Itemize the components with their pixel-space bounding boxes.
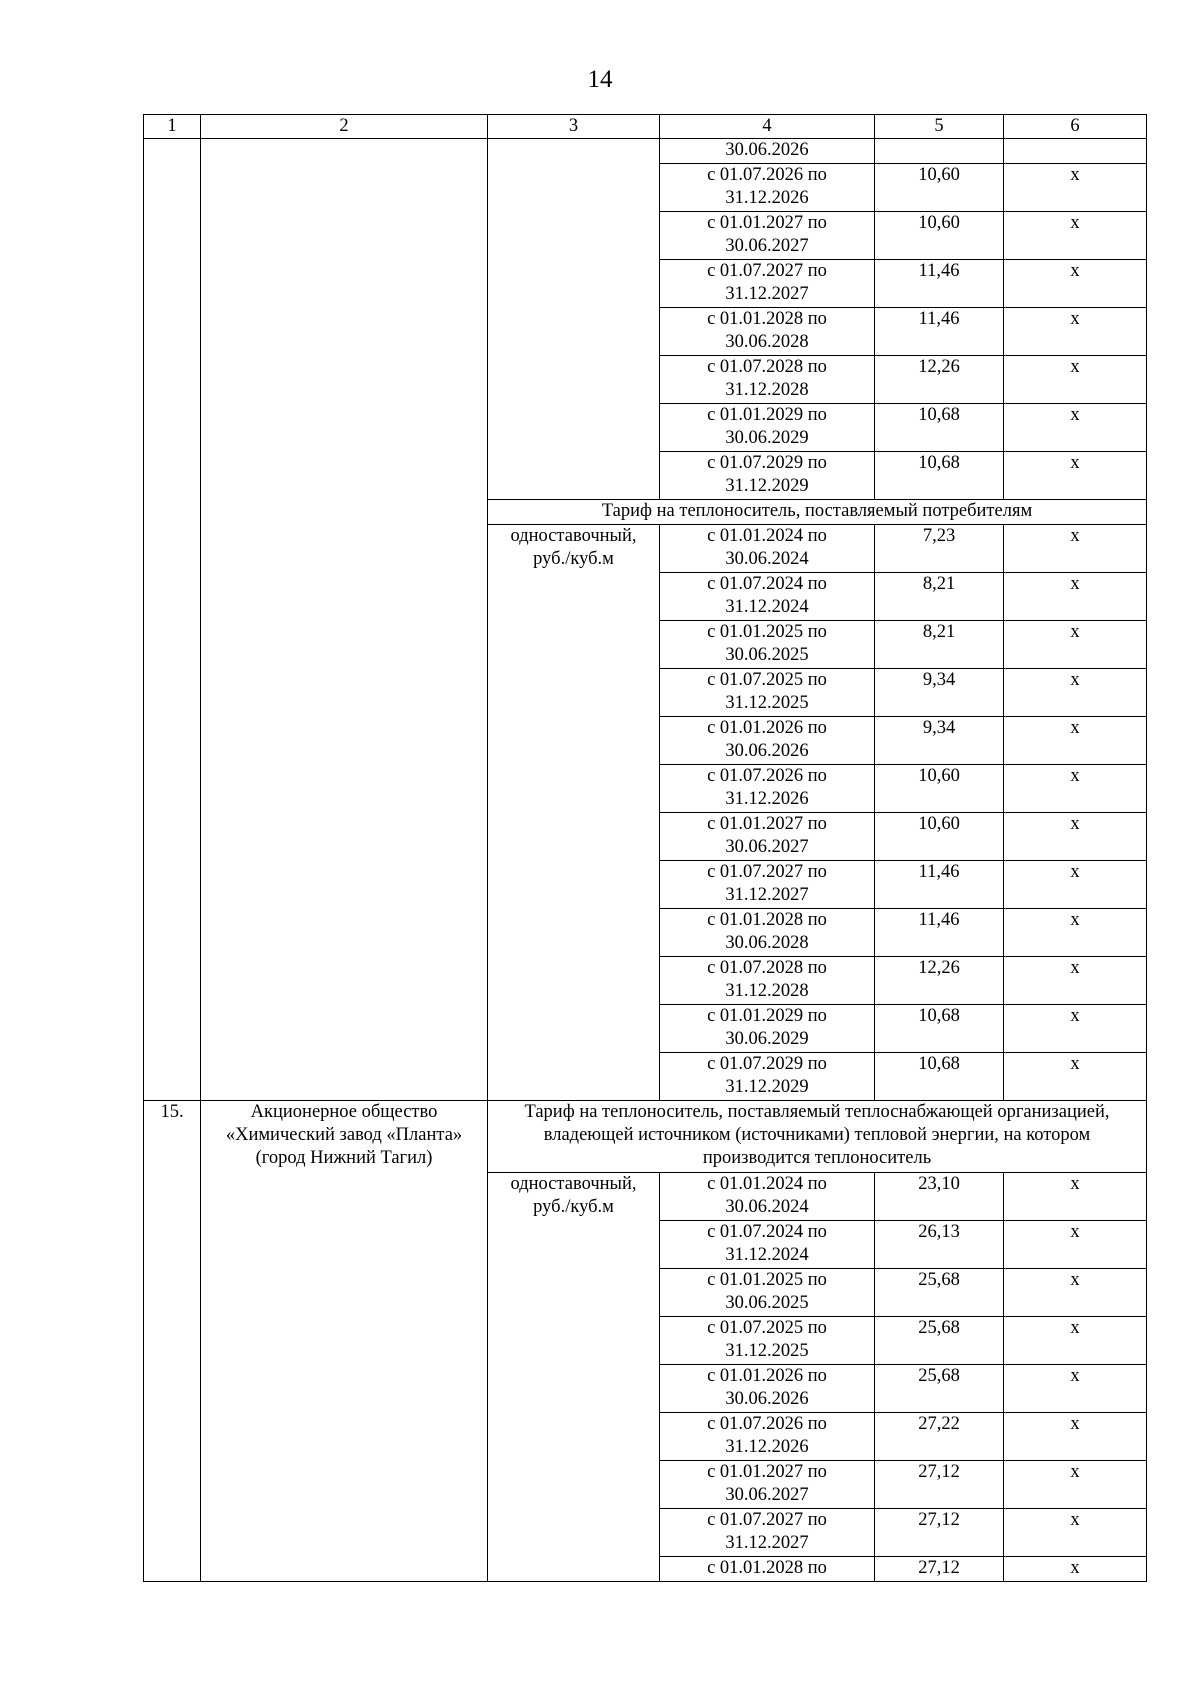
period-end: 31.12.2029	[725, 1077, 809, 1097]
tariff-value: 27,12	[875, 1509, 1004, 1557]
period-end: 30.06.2027	[725, 837, 809, 857]
tariff-value: 10,68	[875, 1053, 1004, 1101]
period-end: 30.06.2029	[725, 1029, 809, 1049]
tariff-value: 11,46	[875, 909, 1004, 957]
period-end: 31.12.2028	[725, 380, 809, 400]
period-cell	[660, 1461, 875, 1509]
tariff-value: 12,26	[875, 957, 1004, 1005]
tariff-value: 10,60	[875, 164, 1004, 212]
period-end: 30.06.2025	[725, 645, 809, 665]
tariff-mark: x	[1004, 260, 1147, 308]
period-start: с 01.07.2025 по	[707, 1318, 827, 1338]
period-cell	[660, 404, 875, 452]
period-end: 30.06.2025	[725, 1293, 809, 1313]
entry-number-cell	[144, 139, 201, 1101]
period-start: с 01.01.2029 по	[707, 1006, 827, 1026]
period-cell	[660, 1173, 875, 1221]
period-end: 30.06.2024	[725, 549, 809, 569]
tariff-value: 26,13	[875, 1221, 1004, 1269]
tariff-value: 27,22	[875, 1413, 1004, 1461]
period-start: с 01.07.2026 по	[707, 165, 827, 185]
period-end: 30.06.2027	[725, 236, 809, 256]
period-end: 31.12.2024	[725, 1245, 809, 1265]
period-end: 30.06.2026	[725, 1389, 809, 1409]
tariff-mark: x	[1004, 621, 1147, 669]
period-cell	[660, 1413, 875, 1461]
period-cell	[660, 212, 875, 260]
period-cell	[660, 909, 875, 957]
period-end: 31.12.2026	[725, 188, 809, 208]
period-cell	[660, 717, 875, 765]
period-end: 31.12.2027	[725, 885, 809, 905]
tariff-mark: x	[1004, 1509, 1147, 1557]
tariff-mark: x	[1004, 404, 1147, 452]
column-header-6: 6	[1004, 115, 1147, 139]
tariff-mark: x	[1004, 356, 1147, 404]
value-cell	[875, 139, 1004, 164]
column-header-1: 1	[144, 115, 201, 139]
tariff-value: 11,46	[875, 308, 1004, 356]
period-cell	[660, 861, 875, 909]
period-cell: с 01.01.2028 по	[660, 1557, 875, 1582]
period-start: с 01.07.2027 по	[707, 862, 827, 882]
period-cell	[660, 525, 875, 573]
period-end: 30.06.2026	[725, 741, 809, 761]
tariff-mark: x	[1004, 573, 1147, 621]
tariff-value: 10,60	[875, 813, 1004, 861]
section-title: Тариф на теплоноситель, поставляемый потребителям	[488, 500, 1147, 525]
tariff-value: 7,23	[875, 525, 1004, 573]
tariff-value: 9,34	[875, 669, 1004, 717]
period-cell	[660, 813, 875, 861]
tariff-value: 11,46	[875, 260, 1004, 308]
period-start: с 01.07.2024 по	[707, 574, 827, 594]
tariff-mark: x	[1004, 957, 1147, 1005]
period-start: с 01.01.2029 по	[707, 405, 827, 425]
period-cell	[660, 1005, 875, 1053]
period-cell	[660, 452, 875, 500]
period-start: с 01.01.2024 по	[707, 526, 827, 546]
tariff-mark: x	[1004, 1221, 1147, 1269]
period-end: 31.12.2026	[725, 789, 809, 809]
tariff-mark: x	[1004, 1005, 1147, 1053]
column-header-4: 4	[660, 115, 875, 139]
page-number: 14	[587, 66, 613, 93]
period-start: с 01.01.2024 по	[707, 1174, 827, 1194]
continuation-row	[144, 139, 1147, 164]
tariff-mark: x	[1004, 525, 1147, 573]
period-cell	[660, 1509, 875, 1557]
period-end: 30.06.2024	[725, 1197, 809, 1217]
period-start: с 01.01.2027 по	[707, 213, 827, 233]
period-end: 30.06.2027	[725, 1485, 809, 1505]
tariff-mark: x	[1004, 1269, 1147, 1317]
entry-number: 15.	[144, 1101, 201, 1582]
organization-cell	[201, 139, 488, 1101]
tariff-mark: x	[1004, 1365, 1147, 1413]
tariff-value: 8,21	[875, 621, 1004, 669]
period-start: с 01.01.2027 по	[707, 814, 827, 834]
period-start: с 01.07.2028 по	[707, 958, 827, 978]
period-start: с 01.07.2026 по	[707, 766, 827, 786]
tariff-value: 25,68	[875, 1269, 1004, 1317]
period-end: 31.12.2027	[725, 284, 809, 304]
tariff-type-cell	[488, 139, 660, 500]
period-end: 31.12.2024	[725, 597, 809, 617]
period-cell	[660, 1269, 875, 1317]
period-start: с 01.01.2027 по	[707, 1462, 827, 1482]
tariff-value: 25,68	[875, 1365, 1004, 1413]
tariff-mark: x	[1004, 717, 1147, 765]
tariff-value: 8,21	[875, 573, 1004, 621]
tariff-mark: x	[1004, 909, 1147, 957]
period-end: 31.12.2027	[725, 1533, 809, 1553]
tariff-value: 10,68	[875, 1005, 1004, 1053]
period-end: 30.06.2029	[725, 428, 809, 448]
tariff-mark: x	[1004, 1053, 1147, 1101]
tariff-mark: x	[1004, 308, 1147, 356]
tariff-type: одноставочный, руб./куб.м	[488, 1173, 660, 1582]
tariff-mark: x	[1004, 861, 1147, 909]
tariff-type: одноставочный, руб./куб.м	[488, 525, 660, 1101]
tariff-mark: x	[1004, 1557, 1147, 1582]
entry-15-title-row	[144, 1101, 1147, 1173]
period-start: с 01.01.2028 по	[707, 309, 827, 329]
period-cell	[660, 1317, 875, 1365]
period-start: с 01.07.2026 по	[707, 1414, 827, 1434]
period-start: с 01.07.2029 по	[707, 453, 827, 473]
table-body	[144, 115, 1147, 1582]
tariff-mark: x	[1004, 765, 1147, 813]
period-cell	[660, 957, 875, 1005]
tariff-value: 23,10	[875, 1173, 1004, 1221]
period-start: с 01.01.2026 по	[707, 1366, 827, 1386]
period-start: с 01.07.2029 по	[707, 1054, 827, 1074]
tariff-table	[143, 114, 1147, 1582]
column-header-2: 2	[201, 115, 488, 139]
period-end: 31.12.2026	[725, 1437, 809, 1457]
period-end: 31.12.2025	[725, 693, 809, 713]
mark-cell	[1004, 139, 1147, 164]
tariff-value: 27,12	[875, 1461, 1004, 1509]
tariff-value: 10,68	[875, 452, 1004, 500]
column-header-3: 3	[488, 115, 660, 139]
tariff-value: 12,26	[875, 356, 1004, 404]
tariff-mark: x	[1004, 669, 1147, 717]
tariff-mark: x	[1004, 212, 1147, 260]
period-cell	[660, 356, 875, 404]
tariff-value: 11,46	[875, 861, 1004, 909]
period-cell	[660, 573, 875, 621]
section-title: Тариф на теплоноситель, поставляемый теплоснабжающей организацией, владеющей источником (источниками) тепловой энергии, на котором производится теплоноситель	[488, 1101, 1147, 1173]
period-start: с 01.07.2024 по	[707, 1222, 827, 1242]
period-cell	[660, 765, 875, 813]
period-cell	[660, 308, 875, 356]
period-cell	[660, 1053, 875, 1101]
column-header-5: 5	[875, 115, 1004, 139]
period-cell	[660, 621, 875, 669]
period-cell	[660, 1221, 875, 1269]
tariff-mark: x	[1004, 1413, 1147, 1461]
period-start: с 01.07.2027 по	[707, 1510, 827, 1530]
period-cell	[660, 164, 875, 212]
tariff-value: 10,60	[875, 212, 1004, 260]
period-start: с 01.07.2025 по	[707, 670, 827, 690]
period-end: 31.12.2028	[725, 981, 809, 1001]
tariff-value: 10,60	[875, 765, 1004, 813]
period-cell	[660, 260, 875, 308]
tariff-mark: x	[1004, 1317, 1147, 1365]
tariff-value: 10,68	[875, 404, 1004, 452]
period-start: с 01.07.2027 по	[707, 261, 827, 281]
period-cell	[660, 669, 875, 717]
period-cell	[660, 1365, 875, 1413]
tariff-mark: x	[1004, 1173, 1147, 1221]
period-start: с 01.01.2025 по	[707, 1270, 827, 1290]
organization-name: Акционерное общество «Химический завод «Планта» (город Нижний Тагил)	[201, 1101, 488, 1582]
tariff-value: 27,12	[875, 1557, 1004, 1582]
tariff-mark: x	[1004, 164, 1147, 212]
tariff-value: 9,34	[875, 717, 1004, 765]
header-row	[144, 115, 1147, 139]
tariff-mark: x	[1004, 452, 1147, 500]
period-start: с 01.01.2026 по	[707, 718, 827, 738]
period-start: с 01.01.2028 по	[707, 910, 827, 930]
tariff-value: 25,68	[875, 1317, 1004, 1365]
period-start: с 01.07.2028 по	[707, 357, 827, 377]
period-end: 30.06.2028	[725, 332, 809, 352]
period-end: 31.12.2029	[725, 476, 809, 496]
tariff-mark: x	[1004, 1461, 1147, 1509]
tariff-mark: x	[1004, 813, 1147, 861]
period-cell: 30.06.2026	[660, 139, 875, 164]
period-start: с 01.01.2025 по	[707, 622, 827, 642]
period-end: 30.06.2028	[725, 933, 809, 953]
period-end: 31.12.2025	[725, 1341, 809, 1361]
